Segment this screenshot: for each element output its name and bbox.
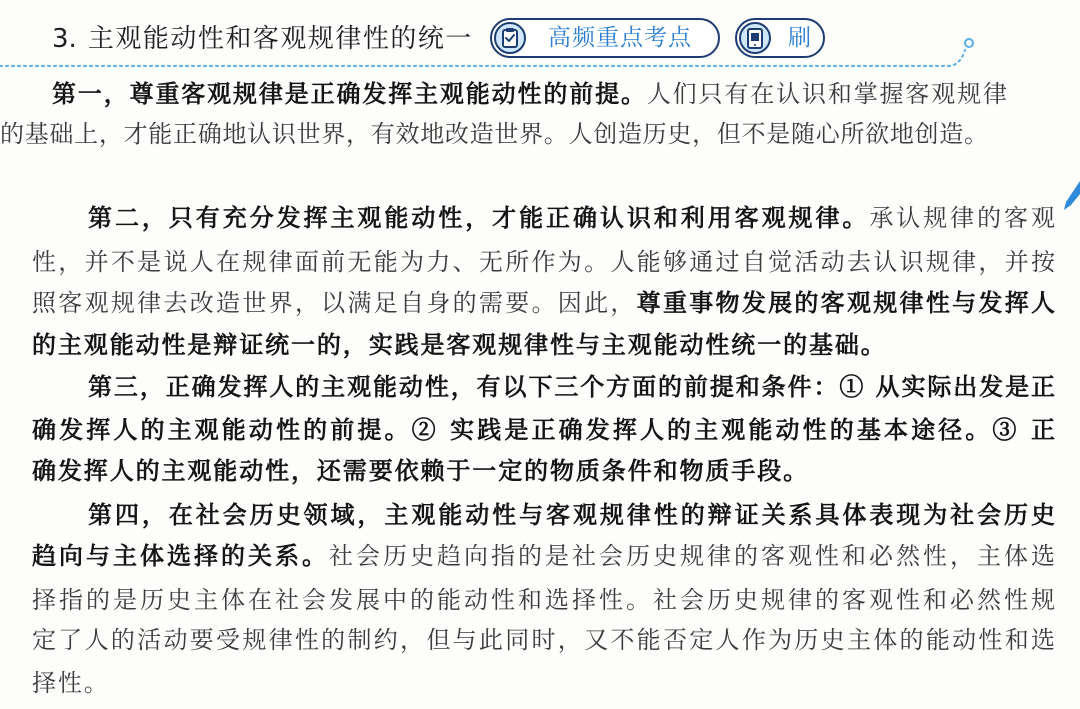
text-line: [88, 198, 1055, 238]
badge-high-frequency-key-point: [490, 18, 720, 58]
text-line: [32, 620, 1055, 660]
emphasis-text: 第三，正确发挥人的主观能动性，有以下三个方面的前提和条件：① 从实际出发是正: [88, 372, 1055, 401]
body-text: 照客观规律去改造世界，以满足自身的需要。因此，: [32, 289, 637, 317]
text-line: [32, 580, 1055, 620]
body-text: 承认规律的客观: [869, 204, 1056, 232]
body-text: 择指的是历史主体在社会发展中的能动性和选择性。社会历史规律的客观性和必然性规: [32, 586, 1055, 614]
text-line: [32, 242, 1055, 282]
text-line: [32, 451, 809, 491]
badge-label: 刷: [788, 25, 812, 51]
emphasis-text: 第一，尊重客观规律是正确发挥主观能动性的前提。: [52, 79, 647, 108]
emphasis-text: 确发挥人的主观能动性的前提。② 实践是正确发挥人的主观能动性的基本途径。③ 正: [32, 415, 1055, 444]
badge-label: 高频重点考点: [548, 25, 692, 51]
emphasis-text: 的主观能动性是辩证统一的，实践是客观规律性与主观能动性统一的基础。: [32, 330, 887, 359]
body-text: 定了人的活动要受规律性的制约，但与此同时，又不能否定人作为历史主体的能动性和选: [32, 626, 1055, 654]
body-text: 社会历史趋向指的是社会历史规律的客观性和必然性，主体选: [329, 542, 1055, 570]
pen-mark-icon: [1062, 181, 1080, 213]
body-text: 人们只有在认识和掌握客观规律: [646, 80, 1008, 108]
badge-practice: [735, 18, 825, 58]
text-line: [32, 536, 1055, 576]
section-heading: [52, 21, 473, 57]
emphasis-text: 第二，只有充分发挥主观能动性，才能正确认识和利用客观规律。: [88, 203, 870, 232]
text-line: [0, 114, 988, 154]
text-line: [32, 410, 1055, 450]
emphasis-text: 确发挥人的主观能动性，还需要依赖于一定的物质条件和物质手段。: [32, 456, 809, 485]
text-line: [52, 74, 1007, 114]
text-line: [32, 283, 1055, 323]
text-line: [32, 663, 110, 703]
text-line: [32, 325, 887, 365]
text-line: [88, 495, 1055, 535]
text-line: [88, 367, 1055, 407]
emphasis-text: 尊重事物发展的客观规律性与发挥人: [636, 288, 1055, 317]
clipboard-check-icon: [493, 21, 527, 55]
divider-end-circle: [965, 39, 973, 47]
emphasis-text: 第四，在社会历史领域，主观能动性与客观规律性的辩证关系具体表现为社会历史: [88, 500, 1055, 529]
section-number: 3.: [52, 24, 77, 54]
body-text: 的基础上，才能正确地认识世界，有效地改造世界。人创造历史，但不是随心所欲地创造。: [0, 120, 988, 148]
body-text: 性，并不是说人在规律面前无能为力、无所作为。人能够通过自觉活动去认识规律，并按: [32, 248, 1055, 276]
section-title: 主观能动性和客观规律性的统一: [87, 24, 473, 54]
tablet-icon: [738, 21, 772, 55]
emphasis-text: 趋向与主体选择的关系。: [32, 541, 329, 570]
body-text: 择性。: [32, 669, 110, 697]
